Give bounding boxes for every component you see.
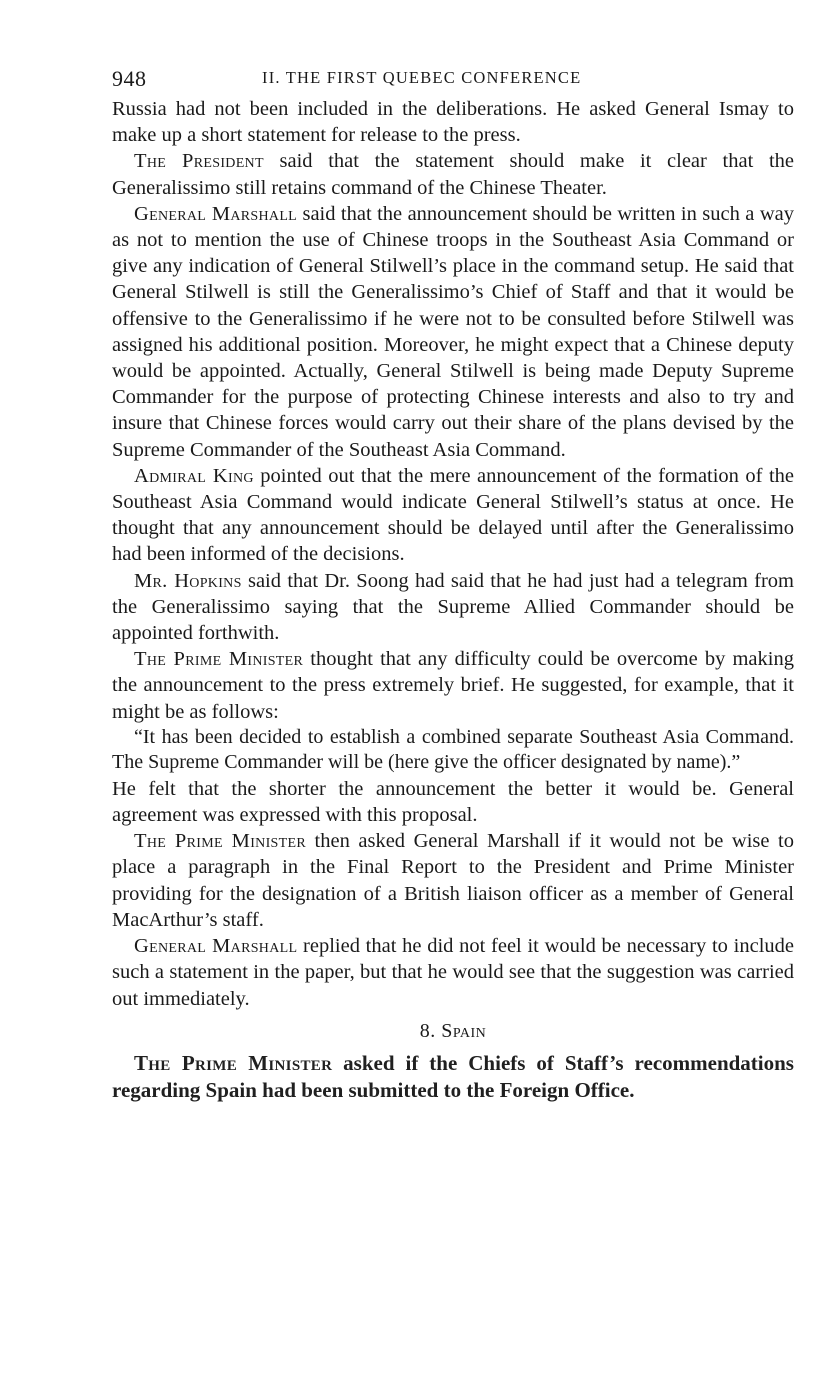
paragraph-text: said that the statement should make it clear that the Generalissimo still retains command of the Chinese Theater. [112,150,794,199]
paragraph-marshall [112,201,794,463]
paragraph-prime-minister [112,646,794,725]
paragraph-marshall-2 [112,933,794,1012]
speaker-name: Admiral King [134,464,254,487]
speaker-name: The Prime Minister [134,830,306,853]
quoted-announcement: “It has been decided to establish a combined separate Southeast Asia Command. The Supreme Commander will be (here give the officer designated by name).” [112,725,794,774]
paragraph-text: said that Dr. Soong had said that he had just had a telegram from the Generalissimo saying that the Supreme Allied Commander should be appointed forthwith. [112,569,794,645]
paragraph-text: thought that any difficulty could be overcome by making the announcement to the press extremely brief. He suggested, for example, that it might be as follows: [112,648,794,723]
page-number: 948 [112,66,147,91]
speaker-name: The President [134,150,264,173]
speaker-name: The Prime Minister [134,648,304,671]
document-page [112,62,794,1104]
paragraph-text: asked if the Chiefs of Staff’s recommendations regarding Spain had been submitted to the Foreign Office. [112,1050,794,1102]
section-heading: 8. Spain [419,1019,487,1042]
paragraph-text: replied that he did not feel it would be necessary to include such a statement in the paper, but that he would see that the suggestion was carried out immediately. [112,935,794,1010]
running-head: II. THE FIRST QUEBEC CONFERENCE [262,68,582,87]
page-header [112,62,794,96]
paragraph-text: then asked General Marshall if it would not be wise to place a paragraph in the Final Report to the President and Prime Minister providing for the designation of a British liaison officer as a member of General MacArthur’s staff. [112,830,794,931]
speaker-name: General Marshall [134,935,298,958]
paragraph-text: said that the announcement should be written in such a way as not to mention the use of Chinese troops in the Southeast Asia Command or give any indication of General Stilwell’s place in the command setup. He said that General Stilwell is still the Generalissimo’s Chief of Staff and that it would be offensive to the Generalissimo if he were not to be consulted before Stilwell was assigned his additional position. Moreover, he might expect that a Chinese deputy would be appointed. Actually, General Stilwell is being made Deputy Supreme Commander for the purpose of protecting Chinese interests and also to try and insure that Chinese forces would carry out their share of the plans devised by the Supreme Commander of the Southeast Asia Command. [112,202,794,461]
paragraph-after-quote: He felt that the shorter the announcement the better it would be. General agreement was expressed with this proposal. [112,777,794,827]
paragraph-president [112,148,794,200]
paragraph-text: pointed out that the mere announcement of the formation of the Southeast Asia Command would indicate General Stilwell’s status at once. He thought that any announcement should be delayed until after the Generalissimo had been informed of the decisions. [112,464,794,566]
paragraph-king [112,463,794,568]
body-text [112,96,794,1104]
paragraph-spain [112,1050,794,1104]
paragraph-hopkins [112,568,794,647]
speaker-name: The Prime Minister [134,1050,333,1075]
speaker-name: Mr. Hopkins [134,569,242,592]
paragraph-prime-minister-2 [112,828,794,933]
paragraph-continuation [112,96,794,148]
speaker-name: General Marshall [134,202,298,225]
paragraph-text: Russia had not been included in the deliberations. He asked General Ismay to make up a short statement for release to the press. [112,98,794,147]
